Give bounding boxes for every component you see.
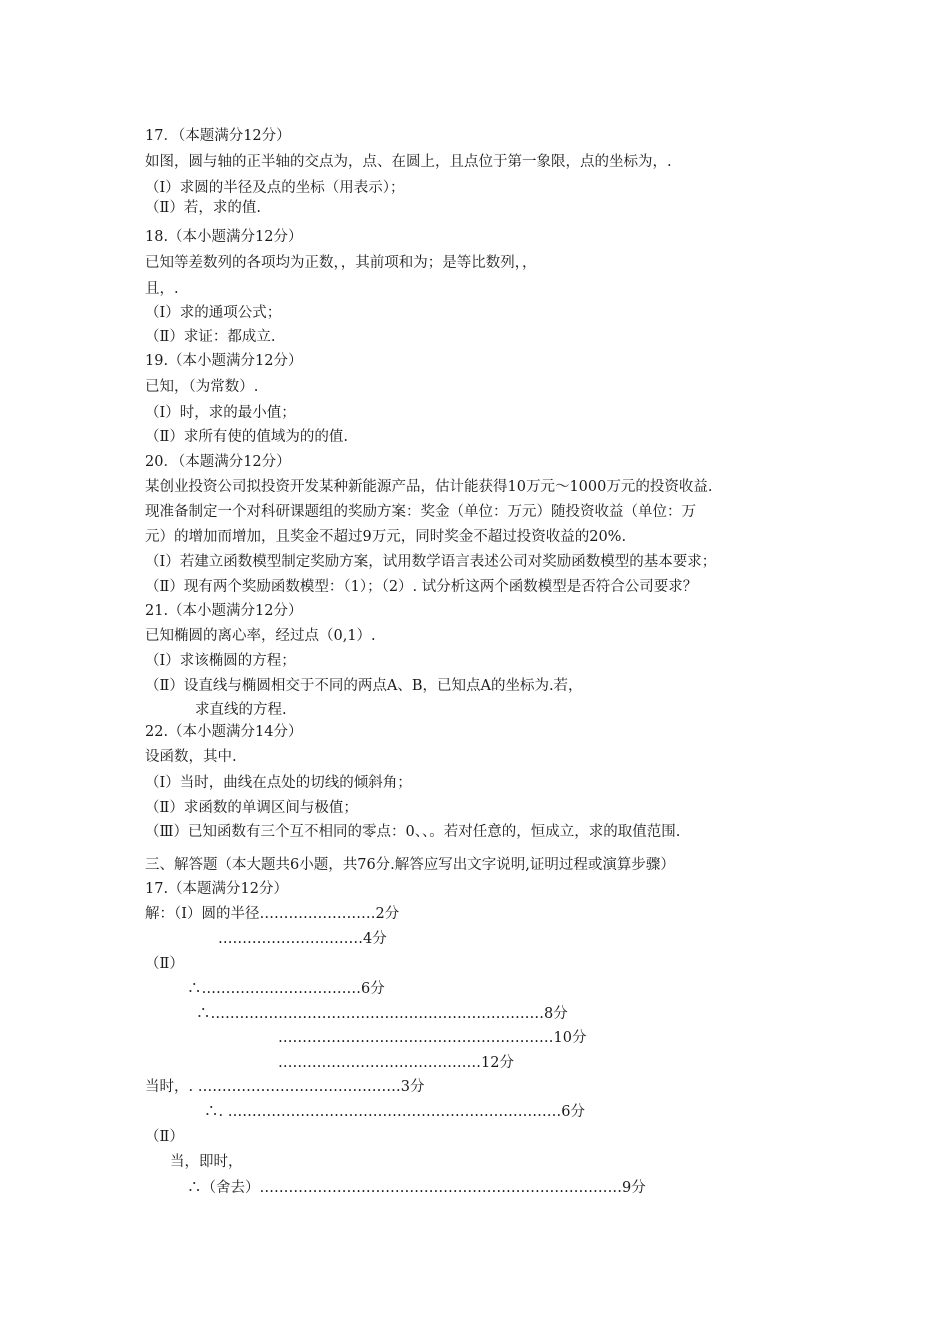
q17-part2: （Ⅱ）若，求的值. xyxy=(145,200,261,216)
q20-part1: （Ⅰ）若建立函数模型制定奖励方案，试用数学语言表述公司对奖励函数模型的基本要求； xyxy=(145,554,717,570)
q20-part2: （Ⅱ）现有两个奖励函数模型：（1）；（2）. 试分析这两个函数模型是否符合公司要求？ xyxy=(145,579,698,595)
q21-title: 21.（本小题满分12分） xyxy=(145,603,303,619)
ans-step-6: ∴. ……………………………………………………………6分 xyxy=(204,1104,585,1120)
ans17-part2-label: （Ⅱ） xyxy=(145,956,184,972)
q18-part2: （Ⅱ）求证：都成立. xyxy=(145,329,276,345)
q18-stem-1: 已知等差数列的各项均为正数，，其前项和为；是等比数列，， xyxy=(145,255,537,271)
ans-step-3: 当时，. ……………………………………3分 xyxy=(145,1079,425,1095)
q19-part2: （Ⅱ）求所有使的值域为的的值. xyxy=(145,429,348,445)
ans-step-9: ∴（舍去）…………………………………………………………………9分 xyxy=(187,1180,646,1196)
ans17-step-8: ∴……………………………………………………………8分 xyxy=(196,1006,568,1022)
q18-title: 18.（本小题满分12分） xyxy=(145,229,303,245)
q20-stem-1: 某创业投资公司拟投资开发某种新能源产品，估计能获得10万元～1000万元的投资收益. xyxy=(145,479,713,495)
q22-part2: （Ⅱ）求函数的单调区间与极值； xyxy=(145,800,358,816)
q20-stem-3: 元）的增加而增加，且奖金不超过9万元，同时奖金不超过投资收益的20%. xyxy=(145,529,627,545)
q22-stem: 设函数，其中. xyxy=(145,749,237,765)
q20-title: 20．（本题满分12分） xyxy=(145,454,291,470)
ans-part2-label: （Ⅱ） xyxy=(145,1129,184,1145)
q19-part1: （I）时，求的最小值； xyxy=(145,405,296,421)
ans17-step-radius: 解：（Ⅰ）圆的半径……………………2分 xyxy=(145,906,400,922)
answers-section-heading: 三、解答题（本大题共6小题，共76分.解答应写出文字说明,证明过程或演算步骤） xyxy=(145,857,675,873)
ans17-title: 17.（本题满分12分） xyxy=(145,881,289,897)
q17-stem: 如图，圆与轴的正半轴的交点为，点、在圆上，且点位于第一象限，点的坐标为，. xyxy=(145,154,672,170)
q22-part1: （Ⅰ）当时，曲线在点处的切线的倾斜角； xyxy=(145,775,412,791)
q19-title: 19.（本小题满分12分） xyxy=(145,353,303,369)
ans-case: 当，即时， xyxy=(170,1154,243,1170)
q21-part1: （Ⅰ）求该椭圆的方程； xyxy=(145,653,296,669)
q22-title: 22.（本小题满分14分） xyxy=(145,724,303,740)
q21-part2: （Ⅱ）设直线与椭圆相交于不同的两点A、B，已知点A的坐标为.若， xyxy=(145,678,583,694)
ans17-step-12: ……………………………………12分 xyxy=(278,1055,514,1071)
ans17-step-4: …………………………4分 xyxy=(218,931,387,947)
q21-part2-cont: 求直线的方程. xyxy=(195,702,287,718)
q17-part1: （Ⅰ）求圆的半径及点的坐标（用表示）； xyxy=(145,180,405,196)
q18-stem-2: 且，. xyxy=(145,281,179,297)
q22-part3: （Ⅲ）已知函数有三个互不相同的零点：0、、。若对任意的，恒成立，求的取值范围. xyxy=(145,824,681,840)
q21-stem: 已知椭圆的离心率，经过点（0,1）. xyxy=(145,628,376,644)
q18-part1: （I）求的通项公式； xyxy=(145,305,282,321)
q20-stem-2: 现准备制定一个对科研课题组的奖励方案：奖金（单位：万元）随投资收益（单位：万 xyxy=(145,504,696,520)
q17-title: 17．（本题满分12分） xyxy=(145,128,291,144)
ans17-step-6: ∴……………………………6分 xyxy=(187,981,385,997)
q19-stem: 已知，（为常数）. xyxy=(145,379,259,395)
ans17-step-10: …………………………………………………10分 xyxy=(278,1030,587,1046)
